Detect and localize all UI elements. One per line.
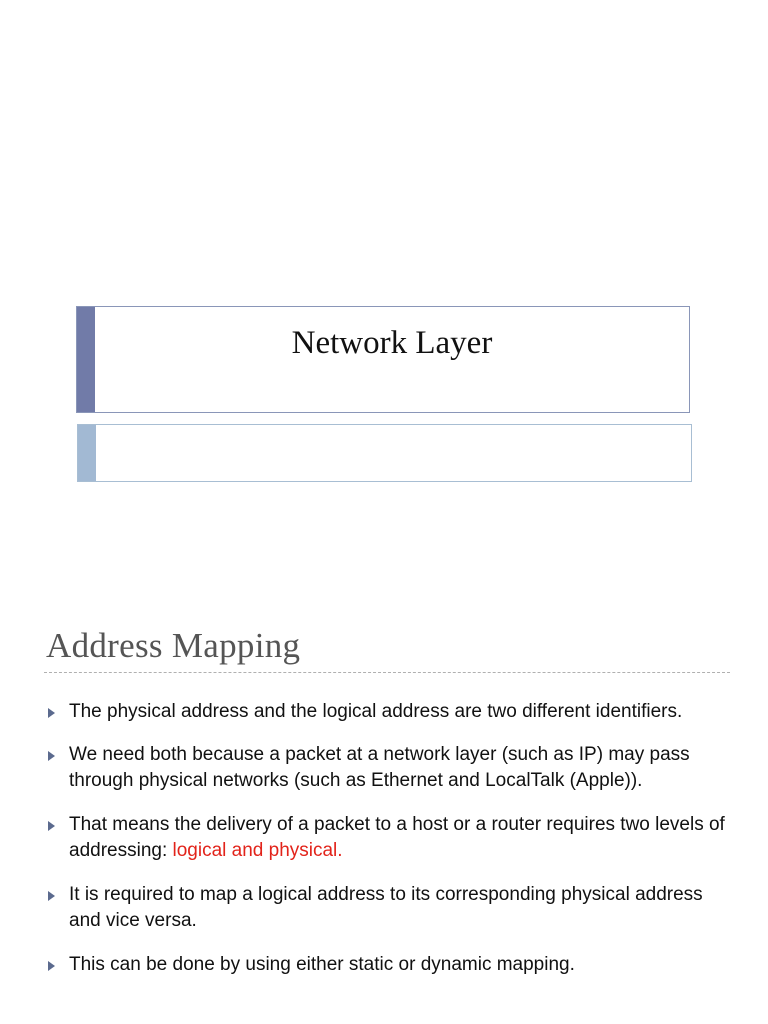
heading-divider xyxy=(44,672,730,673)
triangle-bullet-icon xyxy=(48,708,55,718)
title-accent-bar xyxy=(77,307,95,412)
bullet-item xyxy=(44,699,734,725)
bullet-text: It is required to map a logical address to its corresponding physical address and vice versa. xyxy=(69,884,703,931)
bullet-text: The physical address and the logical address are two different identifiers. xyxy=(69,701,683,722)
bullet-text: This can be done by using either static or dynamic mapping. xyxy=(69,954,575,975)
triangle-bullet-icon xyxy=(48,891,55,901)
subtitle-accent-bar xyxy=(78,425,96,481)
subtitle-box xyxy=(77,424,692,482)
bullet-list xyxy=(44,699,734,978)
bullet-text: That means the delivery of a packet to a host or a router requires two levels of addressing: xyxy=(69,814,725,861)
bullet-item xyxy=(44,952,734,978)
bullet-item xyxy=(44,882,734,934)
triangle-bullet-icon xyxy=(48,961,55,971)
bullet-text: We need both because a packet at a network layer (such as IP) may pass through physical networks (such as Ethernet and LocalTalk (Apple)). xyxy=(69,744,690,791)
bullet-item xyxy=(44,742,734,794)
triangle-bullet-icon xyxy=(48,821,55,831)
highlighted-text: logical and physical. xyxy=(172,840,343,861)
title-box xyxy=(76,306,690,413)
triangle-bullet-icon xyxy=(48,751,55,761)
slide-heading: Address Mapping xyxy=(46,626,301,665)
slide-title: Network Layer xyxy=(291,325,493,361)
bullet-item xyxy=(44,812,734,864)
content-slide xyxy=(0,576,768,1024)
